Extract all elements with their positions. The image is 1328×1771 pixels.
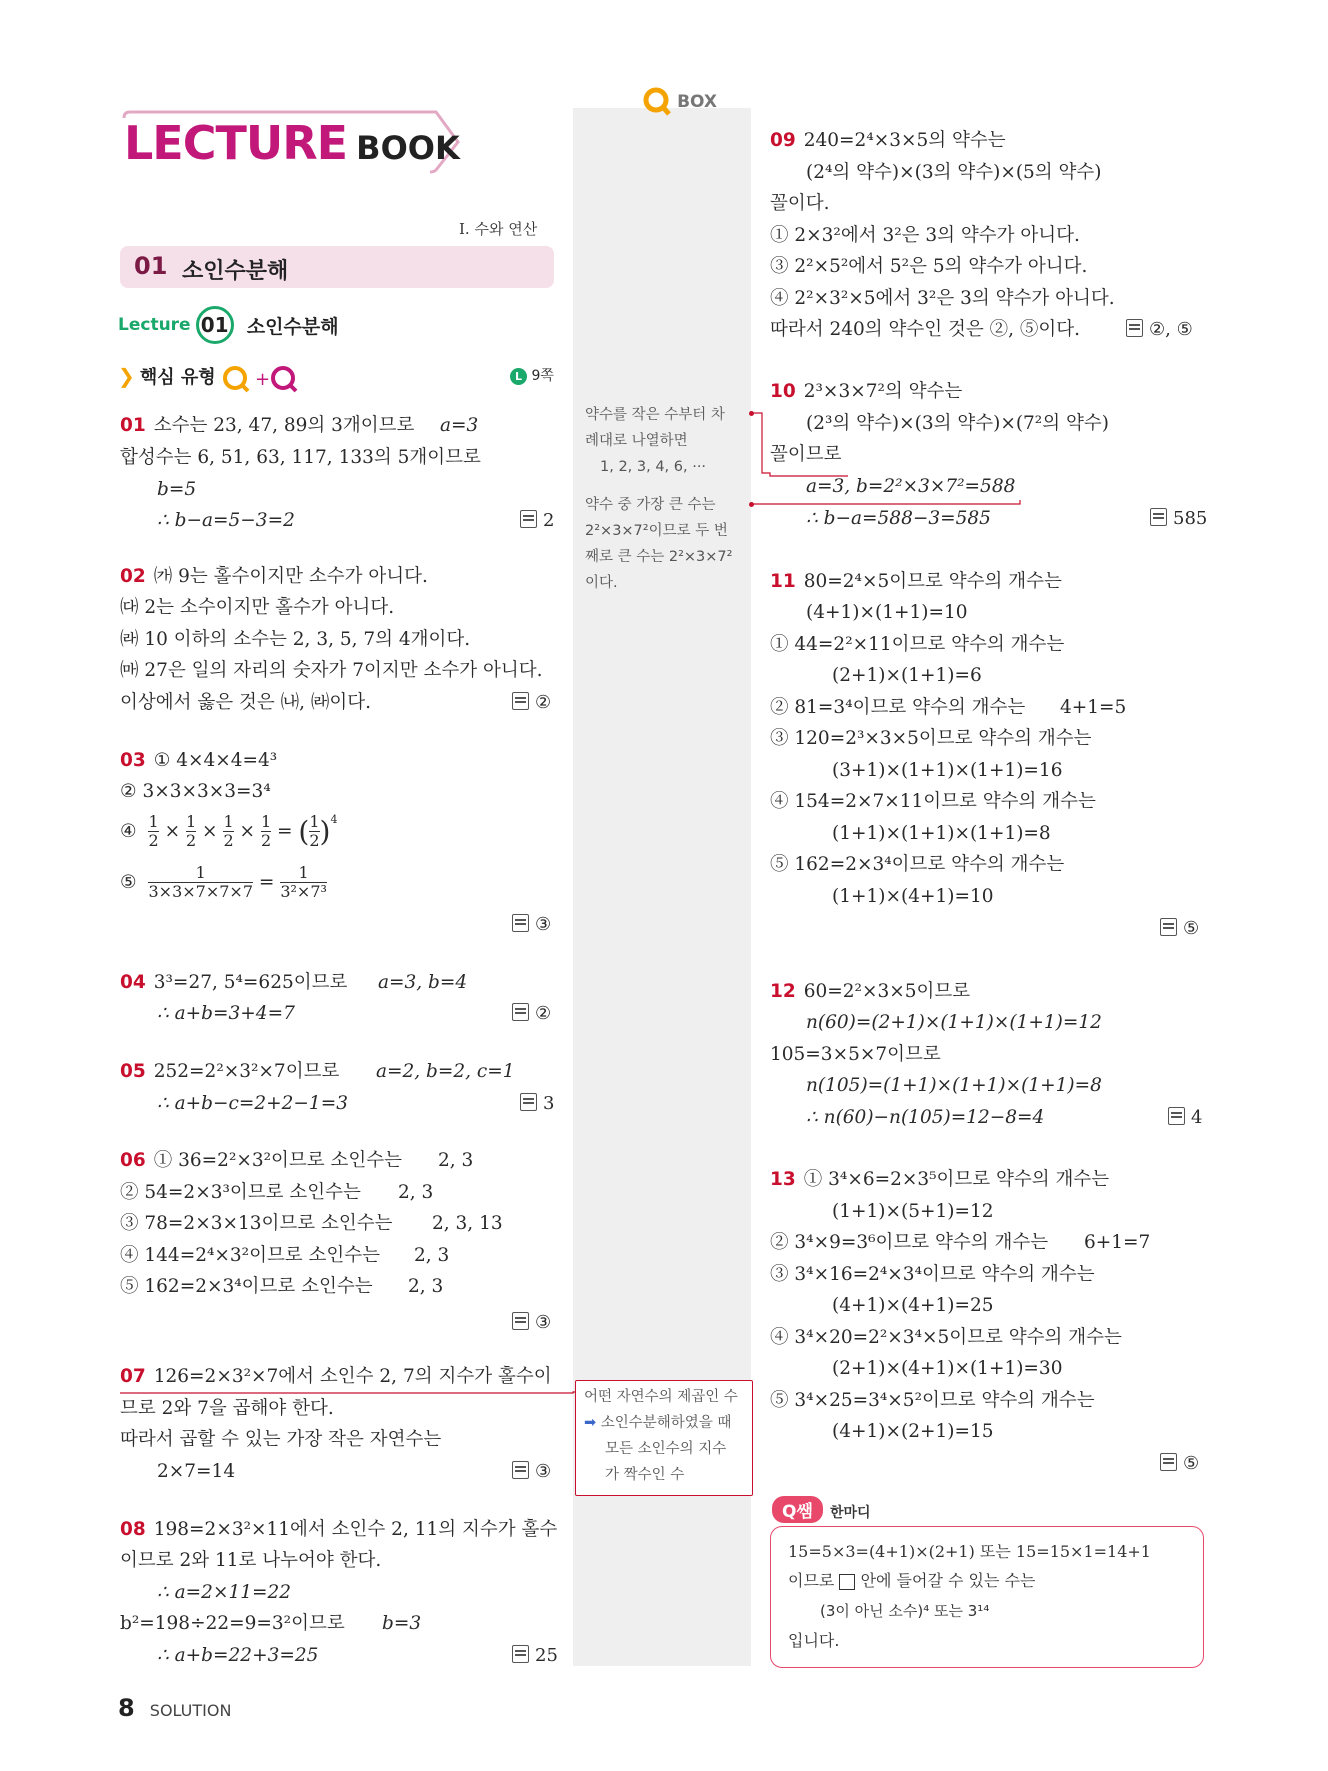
problem-number: 01 bbox=[120, 415, 146, 436]
answer-icon bbox=[520, 510, 537, 528]
answer-icon bbox=[512, 1645, 529, 1663]
answer-icon bbox=[512, 1312, 529, 1330]
tip-badge: Q쌤 bbox=[772, 1496, 823, 1523]
lecture-number-badge: 01 bbox=[196, 306, 234, 344]
q-icon bbox=[642, 86, 672, 118]
answer-icon bbox=[1168, 1107, 1185, 1125]
p08-line-3: ∴ a=2×11=22 bbox=[157, 1582, 292, 1603]
p10-line-5: ∴ b−a=588−3=585 bbox=[806, 508, 991, 529]
answer-icon bbox=[512, 1003, 529, 1021]
p05-line-1b: a=2, b=2, c=1 bbox=[376, 1061, 515, 1082]
answer-icon bbox=[1160, 918, 1177, 936]
p12-line-3: 105=3×5×7이므로 bbox=[770, 1044, 941, 1065]
p11-line-8: ④ 154=2×7×11이므로 약수의 개수는 bbox=[770, 791, 1096, 812]
p11-line-7: (3+1)×(1+1)×(1+1)=16 bbox=[832, 760, 1063, 781]
box-note-1-line-3: 1, 2, 3, 4, 6, ··· bbox=[600, 459, 707, 475]
p09-answer: ②, ⑤ bbox=[1126, 317, 1193, 343]
p11-line-1: 11 80=2⁴×5이므로 약수의 개수는 bbox=[770, 571, 1062, 592]
p11-line-5b: 4+1=5 bbox=[1060, 697, 1127, 718]
blank-box bbox=[839, 1574, 855, 1590]
q-box-label bbox=[642, 86, 717, 118]
p06-line-3b: 2, 3, 13 bbox=[432, 1213, 503, 1234]
problem-number: 13 bbox=[770, 1169, 796, 1190]
p01-line-1b: a=3 bbox=[440, 415, 479, 436]
tip-line-1: 15=5×3=(4+1)×(2+1) 또는 15=15×1=14+1 bbox=[788, 1542, 1151, 1561]
p06-line-2b: 2, 3 bbox=[398, 1182, 434, 1203]
p11-line-11: (1+1)×(4+1)=10 bbox=[832, 886, 994, 907]
p02-line-3: ㈑ 10 이하의 소수는 2, 3, 5, 7의 4개이다. bbox=[120, 629, 471, 650]
answer-icon bbox=[512, 914, 529, 932]
p01-line-4: ∴ b−a=5−3=2 bbox=[157, 510, 295, 531]
box-note-2-line-1: 약수 중 가장 큰 수는 bbox=[585, 497, 716, 513]
problem-number: 10 bbox=[770, 381, 796, 402]
box-note-1-line-1: 약수를 작은 수부터 차 bbox=[585, 407, 725, 423]
p07-line-1: 07 126=2×3²×7에서 소인수 2, 7의 지수가 홀수이 bbox=[120, 1366, 552, 1387]
p11-line-6: ③ 120=2³×3×5이므로 약수의 개수는 bbox=[770, 728, 1092, 749]
p08-line-5: ∴ a+b=22+3=25 bbox=[157, 1645, 319, 1666]
box-note-3-line-4: 가 짝수인 수 bbox=[605, 1467, 685, 1483]
p13-line-9: (4+1)×(2+1)=15 bbox=[832, 1421, 994, 1442]
svg-text:+: + bbox=[254, 368, 270, 390]
problem-number: 09 bbox=[770, 130, 796, 151]
lecture-title: 소인수분해 bbox=[246, 315, 339, 338]
p08-line-4b: b=3 bbox=[382, 1613, 422, 1634]
box-note-3-line-1: 어떤 자연수의 제곱인 수 bbox=[584, 1389, 738, 1405]
p11-line-3: ① 44=2²×11이므로 약수의 개수는 bbox=[770, 634, 1065, 655]
p06-line-5: ⑤ 162=2×3⁴이므로 소인수는 bbox=[120, 1276, 373, 1297]
page-ref-icon: L bbox=[510, 368, 527, 385]
p11-line-5: ② 81=3⁴이므로 약수의 개수는 bbox=[770, 697, 1026, 718]
p03-answer: ③ bbox=[512, 912, 551, 938]
p09-line-7: 따라서 240의 약수인 것은 ②, ⑤이다. bbox=[770, 319, 1081, 340]
fraction: $\frac{1}{2}$ bbox=[309, 812, 320, 850]
p06-line-1: 06 ① 36=2²×3²이므로 소인수는 bbox=[120, 1150, 403, 1171]
answer-icon bbox=[1150, 508, 1167, 526]
problem-number: 04 bbox=[120, 972, 146, 993]
p02-line-2: ㈐ 2는 소수이지만 홀수가 아니다. bbox=[120, 597, 395, 618]
problem-number: 05 bbox=[120, 1061, 146, 1082]
page-number: 8 bbox=[118, 1694, 135, 1722]
section-title-bar bbox=[120, 246, 554, 288]
box-note-2-line-3: 째로 큰 수는 2²×3×7² bbox=[585, 549, 733, 565]
p10-line-1: 10 2³×3×7²의 약수는 bbox=[770, 381, 963, 402]
right-arrow-icon: ➡ bbox=[584, 1415, 597, 1431]
core-type-label: 핵심 유형 bbox=[139, 367, 216, 388]
tip-hanmadi: 한마디 bbox=[829, 1505, 871, 1521]
p07-answer: ③ bbox=[512, 1459, 551, 1485]
p06-line-2: ② 54=2×3³이므로 소인수는 bbox=[120, 1182, 361, 1203]
fraction: $\frac{1}{2}$ bbox=[223, 812, 234, 850]
lecture-book-logo bbox=[124, 116, 460, 170]
problem-number: 06 bbox=[120, 1150, 146, 1171]
logo-lecture-word: LECTURE bbox=[124, 116, 348, 170]
page-ref-text: 9쪽 bbox=[531, 368, 554, 384]
problem-number: 07 bbox=[120, 1366, 146, 1387]
box-note-2-line-4: 이다. bbox=[585, 575, 618, 591]
p01-line-2: 합성수는 6, 51, 63, 117, 133의 5개이므로 bbox=[120, 447, 481, 468]
p04-line-1b: a=3, b=4 bbox=[378, 972, 468, 993]
p13-line-3b: 6+1=7 bbox=[1084, 1232, 1151, 1253]
p13-line-2: (1+1)×(5+1)=12 bbox=[832, 1201, 994, 1222]
p06-line-5b: 2, 3 bbox=[408, 1276, 444, 1297]
p06-line-3: ③ 78=2×3×13이므로 소인수는 bbox=[120, 1213, 393, 1234]
q-plus-q-icon bbox=[221, 364, 305, 394]
p13-line-8: ⑤ 3⁴×25=3⁴×5²이므로 약수의 개수는 bbox=[770, 1390, 1095, 1411]
problem-number: 12 bbox=[770, 981, 796, 1002]
footer-label: SOLUTION bbox=[149, 1701, 232, 1720]
problem-number: 08 bbox=[120, 1519, 146, 1540]
p12-line-2: n(60)=(2+1)×(1+1)×(1+1)=12 bbox=[806, 1012, 1102, 1033]
box-note-3-line-2 bbox=[584, 1410, 731, 1436]
p11-line-9: (1+1)×(1+1)×(1+1)=8 bbox=[832, 823, 1051, 844]
fraction: $\frac{1}{2}$ bbox=[148, 812, 159, 850]
p04-line-1: 04 3³=27, 5⁴=625이므로 bbox=[120, 972, 348, 993]
p04-answer: ② bbox=[512, 1001, 551, 1027]
p13-line-3: ② 3⁴×9=3⁶이므로 약수의 개수는 bbox=[770, 1232, 1049, 1253]
fraction: $\frac{1}{2}$ bbox=[260, 812, 272, 850]
p13-line-7: (2+1)×(4+1)×(1+1)=30 bbox=[832, 1358, 1063, 1379]
breadcrumb: I. 수와 연산 bbox=[459, 220, 538, 238]
p03-line-1: 03 ① 4×4×4=4³ bbox=[120, 750, 278, 771]
problem-number: 02 bbox=[120, 566, 146, 587]
p11-line-2: (4+1)×(1+1)=10 bbox=[806, 602, 968, 623]
box-label: BOX bbox=[677, 92, 718, 112]
p07-line-4: 2×7=14 bbox=[157, 1461, 236, 1482]
p01-line-1: 01 소수는 23, 47, 89의 3개이므로 bbox=[120, 415, 415, 436]
p12-answer: 4 bbox=[1168, 1105, 1202, 1131]
p13-line-5: (4+1)×(4+1)=25 bbox=[832, 1295, 994, 1316]
q-icon: Q bbox=[782, 1502, 797, 1522]
p09-line-5: ③ 2²×5²에서 5²은 5의 약수가 아니다. bbox=[770, 256, 1088, 277]
core-type-heading bbox=[118, 363, 305, 394]
p10-line-3: 꼴이므로 bbox=[770, 444, 842, 465]
p05-answer: 3 bbox=[520, 1091, 554, 1117]
p03-line-4-fractions: ④ $\frac{1}{2}$ × $\frac{1}{2}$ × $\frac{1}{2}$ × $\frac{1}{2}$ = ( $\frac{1}{2}$ )$^4$ bbox=[120, 812, 338, 850]
p11-answer: ⑤ bbox=[1160, 916, 1199, 942]
lecture-heading bbox=[118, 306, 339, 344]
p10-line-2: (2³의 약수)×(3의 약수)×(7²의 약수) bbox=[806, 413, 1109, 434]
section-title: 소인수분해 bbox=[182, 259, 289, 284]
answer-icon bbox=[512, 1461, 529, 1479]
p09-line-4: ① 2×3²에서 3²은 3의 약수가 아니다. bbox=[770, 225, 1080, 246]
fraction: $\frac{1}{\text{3²×7³}}$ bbox=[280, 863, 327, 901]
answer-icon bbox=[520, 1093, 537, 1111]
p06-line-4: ④ 144=2⁴×3²이므로 소인수는 bbox=[120, 1245, 381, 1266]
p08-line-4: b²=198÷22=9=3²이므로 bbox=[120, 1613, 345, 1634]
p07-line-3: 따라서 곱할 수 있는 가장 작은 자연수는 bbox=[120, 1429, 442, 1450]
lecture-word: Lecture bbox=[118, 315, 191, 335]
tip-heading bbox=[772, 1496, 871, 1523]
p01-line-3: b=5 bbox=[157, 479, 197, 500]
problem-number: 11 bbox=[770, 571, 796, 592]
connector-dot bbox=[749, 502, 754, 507]
p05-line-2: ∴ a+b−c=2+2−1=3 bbox=[157, 1093, 348, 1114]
tip-line-3: (3이 아닌 소수)⁴ 또는 3¹⁴ bbox=[820, 1602, 990, 1620]
p13-answer: ⑤ bbox=[1160, 1451, 1199, 1477]
box-note-1-line-2: 례대로 나열하면 bbox=[585, 433, 688, 449]
p13-line-4: ③ 3⁴×16=2⁴×3⁴이므로 약수의 개수는 bbox=[770, 1264, 1095, 1285]
p11-line-10: ⑤ 162=2×3⁴이므로 약수의 개수는 bbox=[770, 854, 1065, 875]
fraction: $\frac{1}{2}$ bbox=[185, 812, 197, 850]
box-note-2-line-2: 2²×3×7²이므로 두 번 bbox=[585, 523, 728, 539]
p10-line-4: a=3, b=2²×3×7²=588 bbox=[806, 476, 1016, 497]
p05-line-1: 05 252=2²×3²×7이므로 bbox=[120, 1061, 340, 1082]
p12-line-4: n(105)=(1+1)×(1+1)×(1+1)=8 bbox=[806, 1075, 1102, 1096]
problem-number: 03 bbox=[120, 750, 146, 771]
p10-answer: 585 bbox=[1150, 506, 1207, 532]
p09-line-3: 꼴이다. bbox=[770, 193, 830, 214]
footer bbox=[118, 1694, 231, 1722]
p06-line-1b: 2, 3 bbox=[438, 1150, 474, 1171]
p02-answer: ② bbox=[512, 690, 551, 716]
p06-answer: ③ bbox=[512, 1310, 551, 1336]
p07-line-2: 므로 2와 7을 곱해야 한다. bbox=[120, 1398, 334, 1419]
p04-line-2: ∴ a+b=3+4=7 bbox=[157, 1003, 295, 1024]
p02-line-5: 이상에서 옳은 것은 ㈏, ㈑이다. bbox=[120, 692, 371, 713]
p03-line-2: ② 3×3×3×3=3⁴ bbox=[120, 781, 271, 802]
p02-line-1: 02 ㈎ 9는 홀수이지만 소수가 아니다. bbox=[120, 566, 428, 587]
answer-icon bbox=[512, 692, 529, 710]
box-note-3-line-3: 모든 소인수의 지수 bbox=[605, 1441, 727, 1457]
p13-line-6: ④ 3⁴×20=2²×3⁴×5이므로 약수의 개수는 bbox=[770, 1327, 1122, 1348]
section-number: 01 bbox=[134, 252, 168, 280]
p12-line-5: ∴ n(60)−n(105)=12−8=4 bbox=[806, 1107, 1045, 1128]
p08-line-1: 08 198=2×3²×11에서 소인수 2, 11의 지수가 홀수 bbox=[120, 1519, 558, 1540]
p08-line-2: 이므로 2와 11로 나누어야 한다. bbox=[120, 1550, 382, 1571]
connector-dot bbox=[749, 411, 754, 416]
p09-line-1: 09 240=2⁴×3×5의 약수는 bbox=[770, 130, 1006, 151]
tip-line-4: 입니다. bbox=[788, 1631, 840, 1650]
box-note-3-text: 소인수분해하였을 때 bbox=[600, 1415, 732, 1431]
tip-line-2: 이므로 안에 들어갈 수 있는 수는 bbox=[788, 1571, 1036, 1590]
logo-book-word: BOOK bbox=[356, 129, 460, 167]
p11-line-4: (2+1)×(1+1)=6 bbox=[832, 665, 982, 686]
answer-icon bbox=[1160, 1453, 1177, 1471]
p13-line-1: 13 ① 3⁴×6=2×3⁵이므로 약수의 개수는 bbox=[770, 1169, 1110, 1190]
p02-line-4: ㈒ 27은 일의 자리의 숫자가 7이지만 소수가 아니다. bbox=[120, 660, 543, 681]
p12-line-1: 12 60=2²×3×5이므로 bbox=[770, 981, 971, 1002]
p09-line-6: ④ 2²×3²×5에서 3²은 3의 약수가 아니다. bbox=[770, 288, 1115, 309]
page-reference bbox=[510, 365, 554, 385]
chevron-right-icon: ❯ bbox=[118, 364, 135, 388]
answer-icon bbox=[1126, 319, 1143, 337]
p06-line-4b: 2, 3 bbox=[414, 1245, 450, 1266]
p09-line-2: (2⁴의 약수)×(3의 약수)×(5의 약수) bbox=[806, 162, 1102, 183]
p03-line-5-fractions: ⑤ $\frac{1}{3\times 3\times 7\times 7\times 7}$ = $\frac{1}{\text{3²×7³}}$ bbox=[120, 863, 327, 901]
p08-answer: 25 bbox=[512, 1643, 558, 1669]
p01-answer: 2 bbox=[520, 508, 554, 534]
fraction: $\frac{1}{3\times 3\times 7\times 7\times 7}$ bbox=[148, 863, 254, 901]
